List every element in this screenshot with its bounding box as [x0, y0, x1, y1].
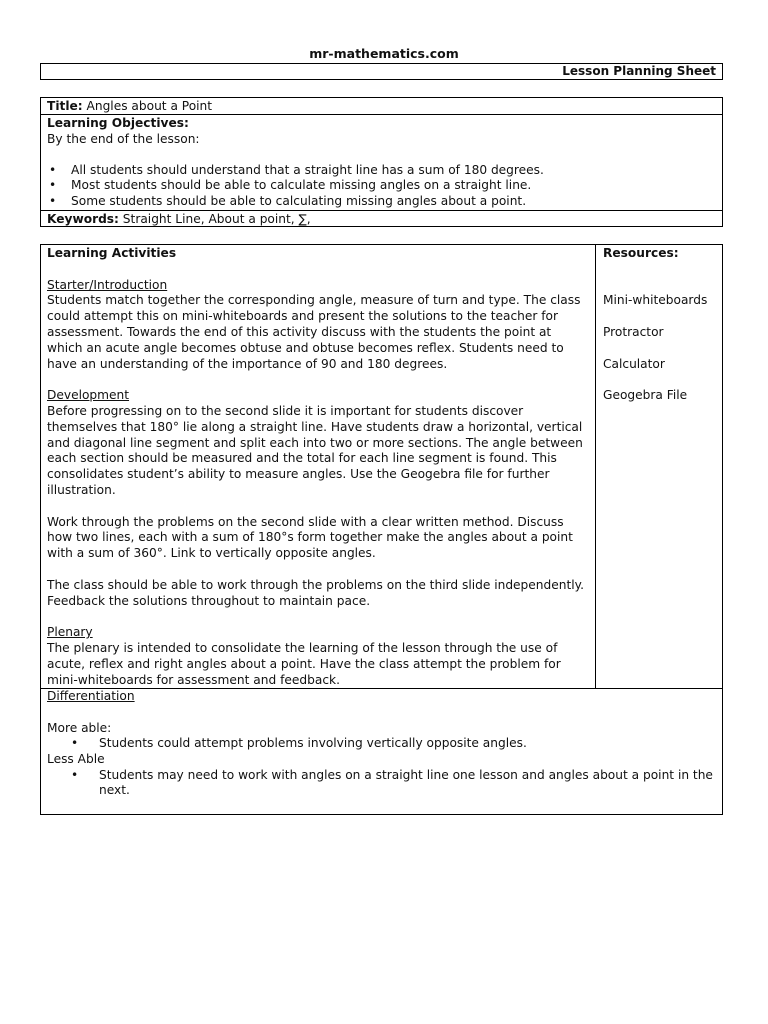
objective-item: • Most students should be able to calculate missing angles on a straight line. [71, 178, 716, 194]
lesson-info-table [40, 97, 723, 227]
plenary-text: The plenary is intended to consolidate the learning of the lesson through the use of acute, reflex and right angles about a point. Have the class attempt the problem for mini-whiteboards for assessment and feedback. [47, 640, 561, 687]
more-able-list [47, 736, 716, 752]
more-able-label: More able: [47, 720, 112, 735]
differentiation-cell [40, 688, 723, 815]
less-able-item: • Students may need to work with angles on a straight line one lesson and angles about a point in the next. [99, 768, 716, 799]
objective-item: • All students should understand that a straight line has a sum of 180 degrees. [71, 163, 716, 179]
development-heading: Development [47, 388, 130, 403]
objective-item: • Some students should be able to calculating missing angles about a point. [71, 194, 716, 210]
objectives-row [41, 115, 722, 210]
plenary-heading: Plenary [47, 625, 93, 640]
resource-item: Protractor [603, 324, 664, 339]
resource-item: Calculator [603, 356, 665, 371]
keywords-row [41, 210, 722, 227]
less-able-list [47, 768, 716, 799]
starter-heading: Starter/Introduction [47, 277, 168, 292]
site-header: mr-mathematics.com [309, 46, 459, 61]
resource-item: Geogebra File [603, 388, 688, 403]
resources-cell [597, 245, 722, 688]
objectives-intro: By the end of the lesson: [47, 132, 200, 146]
starter-text: Students match together the corresponding angle, measure of turn and type. The class could attempt this on mini-whiteboards and present the solutions to the teacher for assessment. Towards the end of this activity discuss with the students the point at which an acute angle becomes obtuse and obtuse becomes reflex. Students need to have an understanding of the importance of 90 and 180 degrees. [47, 293, 581, 371]
keywords-label: Keywords: [47, 212, 119, 226]
development-text-3: The class should be able to work through the problems on the third slide independently. Feedback the solutions throughout to maintain pace. [47, 577, 584, 608]
title-label: Title: [47, 99, 83, 113]
objectives-list [47, 163, 716, 210]
development-text-2: Work through the problems on the second slide with a clear written method. Discuss how two lines, each with a sum of 180°s form together make the angles about a point with a sum of 360°. Link to vertically opposite angles. [47, 514, 573, 561]
activities-table [40, 244, 723, 689]
learning-activities-cell [41, 245, 596, 688]
title-value: Angles about a Point [82, 99, 213, 113]
less-able-label: Less Able [47, 751, 105, 766]
title-row [41, 98, 722, 115]
differentiation-heading: Differentiation [47, 689, 135, 703]
development-text-1: Before progressing on to the second slide it is important for students discover themselves that 180° lie along a straight line. Have students draw a horizontal, vertical and diagonal line segment and split each into two or more sections. The angle between each section should be measured and the total for each line segment is found. This consolidates student’s ability to measure angles. Use the Geogebra file for further illustration. [47, 403, 583, 497]
more-able-item: • Students could attempt problems involving vertically opposite angles. [99, 736, 716, 752]
objectives-label: Learning Objectives: [47, 116, 189, 130]
keywords-value: Straight Line, About a point, ∑, [118, 212, 311, 226]
activities-heading: Learning Activities [47, 246, 177, 260]
resources-heading: Resources: [603, 246, 679, 260]
resource-item: Mini-whiteboards [603, 293, 708, 308]
sheet-title: Lesson Planning Sheet [40, 63, 723, 80]
